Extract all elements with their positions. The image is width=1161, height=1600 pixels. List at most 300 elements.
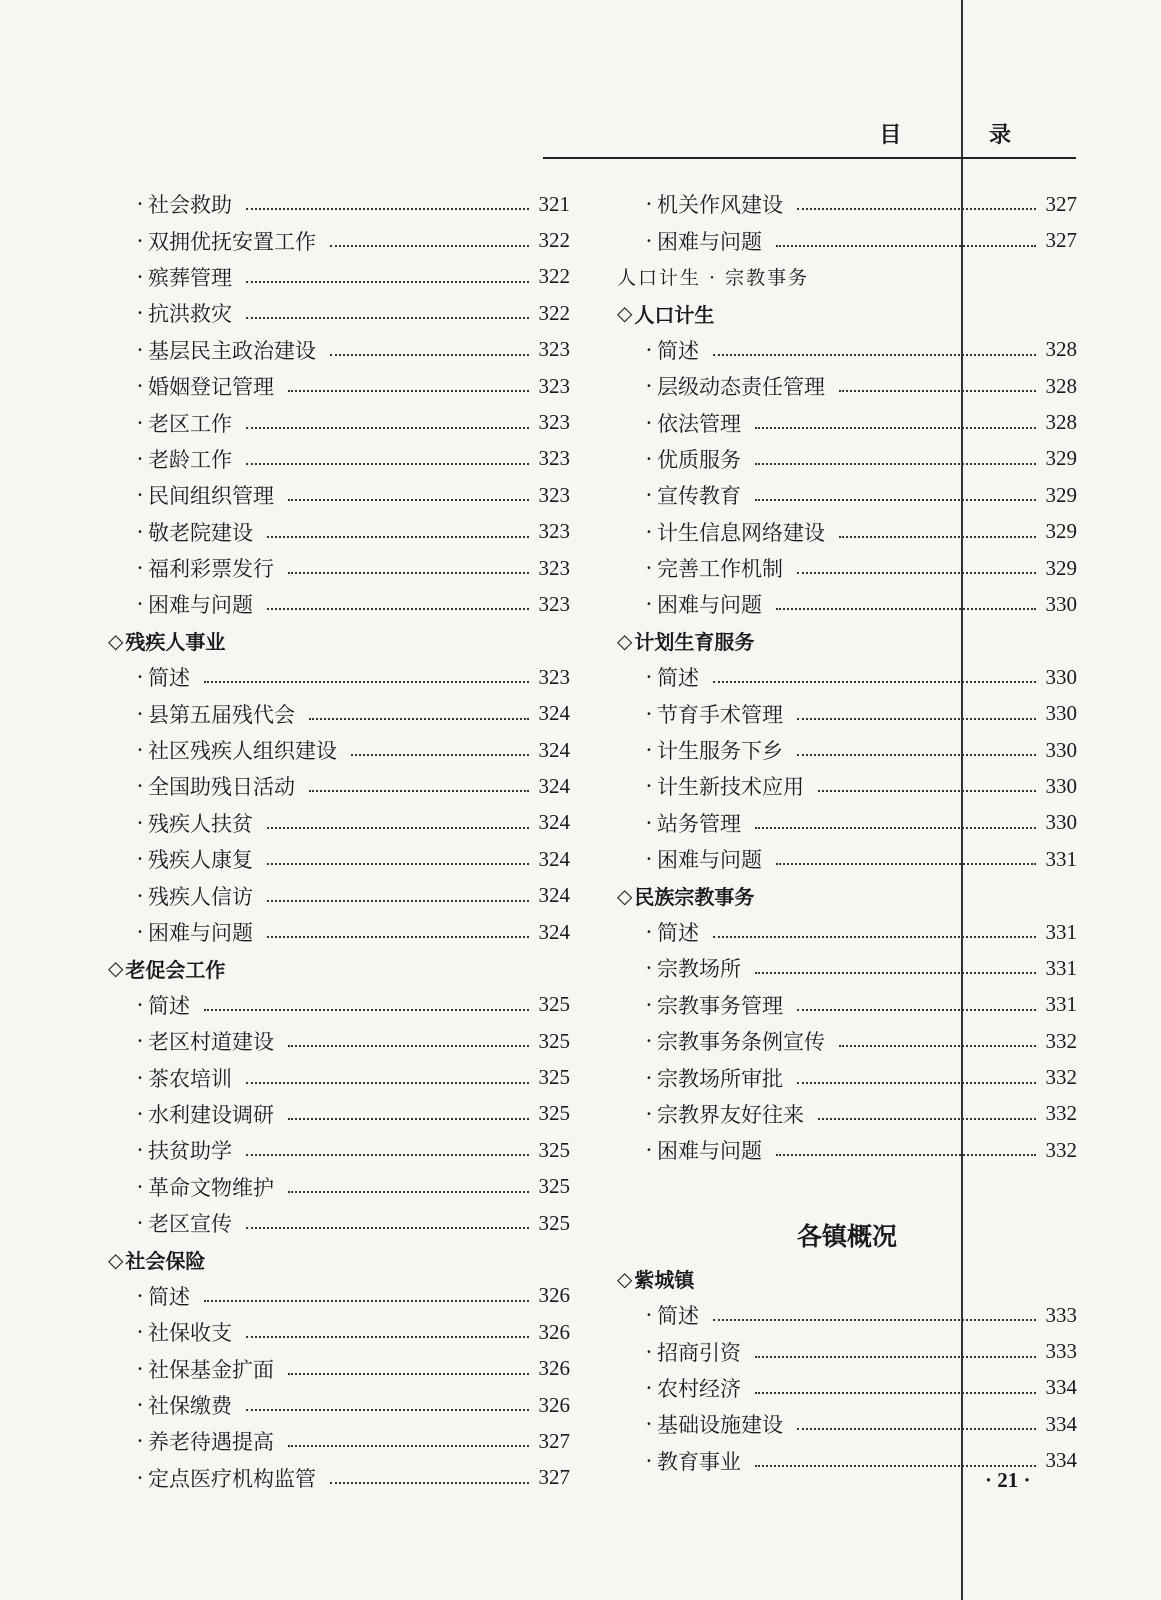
dot-leader (797, 1007, 1036, 1011)
toc-section-title: 紫城镇 (634, 1268, 695, 1293)
toc-entry[interactable] (108, 659, 570, 695)
bullet-dot-icon: · (136, 1029, 144, 1054)
toc-entry-page: 323 (538, 664, 570, 689)
toc-entry[interactable] (108, 477, 570, 513)
toc-spacer (617, 1169, 1077, 1209)
dot-leader (797, 1426, 1036, 1430)
toc-entry-title: 老区村道建设 (148, 1030, 274, 1055)
toc-entry[interactable] (617, 1096, 1077, 1132)
toc-entry[interactable] (108, 1423, 570, 1459)
bullet-dot-icon: · (136, 1356, 144, 1381)
bullet-dot-icon: · (136, 1065, 144, 1090)
toc-entry[interactable] (617, 1132, 1077, 1168)
dot-leader (267, 606, 529, 610)
toc-section-heading[interactable] (617, 623, 1077, 659)
bullet-dot-icon: · (645, 992, 653, 1017)
toc-entry-title: 简述 (148, 993, 190, 1018)
toc-entry-title: 宗教场所 (657, 957, 741, 982)
toc-entry-page: 324 (538, 846, 570, 871)
toc-entry-page: 325 (538, 992, 570, 1017)
toc-entry[interactable] (617, 368, 1077, 404)
toc-entry-title: 抗洪救灾 (148, 302, 232, 327)
toc-entry-title: 殡葬管理 (148, 265, 232, 290)
toc-entry[interactable] (108, 441, 570, 477)
toc-entry-page: 331 (1045, 846, 1077, 871)
dot-leader (288, 1043, 529, 1047)
toc-entry[interactable] (108, 332, 570, 368)
bullet-dot-icon: · (645, 1065, 653, 1090)
dot-leader (288, 497, 529, 501)
toc-entry-page: 334 (1045, 1411, 1077, 1436)
bullet-dot-icon: · (645, 1303, 653, 1328)
toc-entry[interactable] (617, 1023, 1077, 1059)
toc-section-heading[interactable] (617, 295, 1077, 331)
dot-leader (755, 970, 1036, 974)
bullet-dot-icon: · (645, 592, 653, 617)
bullet-dot-icon: · (136, 883, 144, 908)
bullet-dot-icon: · (645, 556, 653, 581)
toc-entry-title: 定点医疗机构监管 (148, 1466, 316, 1491)
bullet-dot-icon: · (136, 1393, 144, 1418)
toc-entry-page: 327 (538, 1465, 570, 1490)
bullet-dot-icon: · (136, 1174, 144, 1199)
toc-entry[interactable] (108, 768, 570, 804)
bullet-dot-icon: · (645, 1412, 653, 1437)
toc-entry-page: 331 (1045, 992, 1077, 1017)
toc-entry-title: 扶贫助学 (148, 1139, 232, 1164)
toc-entry[interactable] (617, 586, 1077, 622)
bullet-dot-icon: · (645, 920, 653, 944)
toc-entry-page: 330 (1045, 591, 1077, 616)
bullet-dot-icon: · (645, 701, 653, 726)
toc-entry-page: 324 (538, 883, 570, 908)
dot-leader (288, 1371, 529, 1375)
toc-entry-title: 困难与问题 (148, 921, 253, 945)
toc-entry-page: 334 (1045, 1375, 1077, 1400)
toc-entry-title: 简述 (657, 1304, 699, 1329)
dot-leader (246, 206, 529, 210)
dot-leader (839, 1043, 1036, 1047)
diamond-icon: ◇ (617, 301, 633, 326)
dot-leader (267, 898, 529, 902)
page-number: · 21 · (985, 1468, 1031, 1492)
bullet-dot-icon: · (645, 519, 653, 544)
dot-leader (204, 679, 529, 683)
toc-entry-title: 简述 (657, 666, 699, 691)
toc-entry[interactable] (617, 1406, 1077, 1442)
dot-leader (755, 461, 1036, 465)
toc-entry-page: 325 (538, 1174, 570, 1199)
toc-entry-page: 330 (1045, 810, 1077, 835)
toc-entry-title: 计生服务下乡 (657, 739, 783, 764)
bullet-dot-icon: · (136, 665, 144, 690)
toc-section-title: 社会保险 (125, 1249, 206, 1274)
toc-entry-page: 333 (1045, 1339, 1077, 1364)
toc-entry[interactable] (108, 1387, 570, 1423)
toc-entry-page: 324 (538, 773, 570, 798)
toc-entry-page: 329 (1045, 519, 1077, 544)
toc-entry[interactable] (617, 987, 1077, 1023)
dot-leader (330, 243, 529, 247)
toc-entry-page: 326 (538, 1283, 570, 1308)
bullet-dot-icon: · (645, 446, 653, 471)
toc-part-heading (617, 1209, 1077, 1261)
toc-entry-title: 婚姻登记管理 (148, 375, 274, 400)
toc-entry-page: 324 (538, 737, 570, 762)
dot-leader (267, 534, 529, 538)
toc-entry-page: 332 (1045, 1137, 1077, 1162)
toc-entry[interactable] (108, 186, 570, 222)
toc-section-title: 民族宗教事务 (634, 885, 755, 910)
toc-entry[interactable] (617, 914, 1077, 950)
toc-entry-page: 332 (1045, 1101, 1077, 1126)
toc-entry[interactable] (617, 768, 1077, 804)
dot-leader (246, 279, 529, 283)
bullet-dot-icon: · (645, 1339, 653, 1364)
toc-entry[interactable] (617, 1059, 1077, 1095)
toc-entry-title: 简述 (657, 921, 699, 945)
dot-leader (330, 1480, 529, 1484)
toc-entry-title: 宣传教育 (657, 484, 741, 509)
toc-entry-page: 330 (1045, 737, 1077, 762)
bullet-dot-icon: · (645, 665, 653, 690)
toc-category-heading (617, 259, 1077, 295)
dot-leader (267, 934, 529, 938)
toc-entry[interactable] (617, 441, 1077, 477)
toc-entry[interactable] (108, 732, 570, 768)
dot-leader (713, 1317, 1036, 1321)
bullet-dot-icon: · (136, 446, 144, 471)
toc-entry[interactable] (617, 950, 1077, 986)
dot-leader (797, 1080, 1036, 1084)
toc-entry-title: 残疾人信访 (148, 884, 253, 909)
diamond-icon: ◇ (108, 956, 124, 981)
toc-entry[interactable] (617, 732, 1077, 768)
toc-entry-page: 331 (1045, 919, 1077, 944)
dot-leader (776, 861, 1036, 865)
dot-leader (246, 1334, 529, 1338)
dot-leader (797, 570, 1036, 574)
toc-entry-title: 农村经济 (657, 1376, 741, 1401)
toc-entry[interactable] (617, 1333, 1077, 1369)
bullet-dot-icon: · (136, 228, 144, 253)
toc-entry-page: 328 (1045, 337, 1077, 362)
dot-leader (288, 388, 529, 392)
toc-entry-title: 养老待遇提高 (148, 1430, 274, 1455)
toc-entry[interactable] (617, 514, 1077, 550)
bullet-dot-icon: · (645, 1101, 653, 1126)
dot-leader (797, 716, 1036, 720)
dot-leader (204, 1007, 529, 1011)
dot-leader (713, 352, 1036, 356)
toc-entry-title: 老区工作 (148, 411, 232, 436)
dot-leader (839, 534, 1036, 538)
toc-entry-title: 民间组织管理 (148, 484, 274, 509)
toc-entry-page: 331 (1045, 955, 1077, 980)
dot-leader (288, 1189, 529, 1193)
toc-entry-title: 困难与问题 (657, 848, 762, 873)
toc-entry[interactable] (108, 987, 570, 1023)
toc-entry-page: 329 (1045, 555, 1077, 580)
toc-entry-page: 330 (1045, 701, 1077, 726)
toc-entry[interactable] (108, 805, 570, 841)
toc-entry-title: 福利彩票发行 (148, 557, 274, 582)
toc-entry[interactable] (617, 695, 1077, 731)
toc-entry-page: 333 (1045, 1302, 1077, 1327)
dot-leader (309, 716, 529, 720)
bullet-dot-icon: · (645, 956, 653, 981)
toc-entry-title: 双拥优抚安置工作 (148, 229, 316, 254)
toc-entry-title: 宗教场所审批 (657, 1066, 783, 1091)
toc-entry-page: 323 (538, 482, 570, 507)
toc-entry-page: 332 (1045, 1028, 1077, 1053)
toc-entry[interactable] (617, 332, 1077, 368)
toc-entry-title: 老龄工作 (148, 447, 232, 472)
dot-leader (246, 1407, 529, 1411)
toc-entry-title: 困难与问题 (657, 1139, 762, 1164)
dot-leader (776, 243, 1036, 247)
toc-entry-title: 计生信息网络建设 (657, 520, 825, 545)
toc-entry-title: 机关作风建设 (657, 193, 783, 218)
bullet-dot-icon: · (136, 992, 144, 1017)
toc-entry-title: 社保缴费 (148, 1394, 232, 1419)
toc-entry-page: 323 (538, 591, 570, 616)
toc-entry-title: 革命文物维护 (148, 1175, 274, 1200)
toc-section-title: 人口计生 (634, 302, 715, 327)
bullet-dot-icon: · (136, 192, 144, 217)
bullet-dot-icon: · (645, 228, 653, 253)
dot-leader (204, 1298, 529, 1302)
dot-leader (755, 825, 1036, 829)
bullet-dot-icon: · (136, 738, 144, 763)
toc-entry-title: 社保基金扩面 (148, 1357, 274, 1382)
toc-entry-page: 323 (538, 519, 570, 544)
toc-entry-page: 322 (538, 228, 570, 253)
toc-entry-page: 327 (1045, 228, 1077, 253)
toc-entry-title: 教育事业 (657, 1449, 741, 1474)
toc-entry[interactable] (108, 368, 570, 404)
toc-entry[interactable] (108, 1059, 570, 1095)
toc-left-column (108, 186, 570, 1496)
bullet-dot-icon: · (645, 337, 653, 362)
toc-entry[interactable] (108, 514, 570, 550)
diamond-icon: ◇ (617, 628, 633, 653)
toc-entry-title: 宗教事务条例宣传 (657, 1030, 825, 1055)
dot-leader (839, 388, 1036, 392)
toc-entry-title: 简述 (148, 666, 190, 691)
page-header-title: 目 录 (879, 123, 1051, 148)
dot-leader (288, 1443, 529, 1447)
toc-entry-title: 优质服务 (657, 447, 741, 472)
toc-entry[interactable] (617, 1297, 1077, 1333)
bullet-dot-icon: · (136, 1465, 144, 1490)
toc-entry-title: 水利建设调研 (148, 1102, 274, 1127)
bullet-dot-icon: · (136, 774, 144, 799)
bullet-dot-icon: · (645, 1029, 653, 1054)
bullet-dot-icon: · (136, 301, 144, 326)
toc-entry[interactable] (108, 914, 570, 950)
bullet-dot-icon: · (645, 483, 653, 508)
toc-entry[interactable] (108, 1278, 570, 1314)
toc-entry[interactable] (108, 1314, 570, 1350)
dot-leader (755, 497, 1036, 501)
toc-entry[interactable] (617, 404, 1077, 440)
bullet-dot-icon: · (136, 1283, 144, 1308)
bullet-dot-icon: · (136, 1429, 144, 1454)
dot-leader (267, 861, 529, 865)
dot-leader (755, 425, 1036, 429)
toc-entry[interactable] (108, 877, 570, 913)
toc-entry-page: 325 (538, 1101, 570, 1126)
toc-entry-title: 县第五届残代会 (148, 702, 295, 727)
toc-entry-page: 323 (538, 373, 570, 398)
toc-section-heading[interactable] (108, 950, 570, 986)
diamond-icon: ◇ (108, 1247, 124, 1272)
toc-entry-page: 323 (538, 337, 570, 362)
toc-entry[interactable] (108, 586, 570, 622)
toc-entry-title: 困难与问题 (657, 229, 762, 254)
toc-entry[interactable] (108, 1205, 570, 1241)
toc-entry-title: 宗教界友好往来 (657, 1102, 804, 1127)
toc-entry[interactable] (617, 186, 1077, 222)
dot-leader (713, 679, 1036, 683)
toc-entry-page: 322 (538, 300, 570, 325)
toc-entry[interactable] (108, 1132, 570, 1168)
toc-entry-title: 宗教事务管理 (657, 993, 783, 1018)
bullet-dot-icon: · (136, 519, 144, 544)
bullet-dot-icon: · (645, 810, 653, 835)
toc-entry-title: 计生新技术应用 (657, 775, 804, 800)
toc-entry[interactable] (617, 841, 1077, 877)
bullet-dot-icon: · (136, 847, 144, 872)
toc-entry-title: 社区残疾人组织建设 (148, 739, 337, 764)
bullet-dot-icon: · (136, 1211, 144, 1236)
diamond-icon: ◇ (617, 1266, 633, 1291)
bullet-dot-icon: · (136, 337, 144, 362)
toc-entry[interactable] (108, 1351, 570, 1387)
toc-entry[interactable] (617, 659, 1077, 695)
toc-entry[interactable] (108, 1023, 570, 1059)
toc-entry-page: 325 (538, 1065, 570, 1090)
toc-entry[interactable] (108, 259, 570, 295)
toc-entry[interactable] (108, 1169, 570, 1205)
toc-section-title: 计划生育服务 (634, 630, 755, 655)
toc-entry[interactable] (617, 1370, 1077, 1406)
toc-entry-page: 323 (538, 410, 570, 435)
toc-entry-page: 326 (538, 1392, 570, 1417)
toc-entry-page: 325 (538, 1028, 570, 1053)
bullet-dot-icon: · (645, 410, 653, 435)
dot-leader (818, 788, 1036, 792)
toc-section-title: 老促会工作 (125, 957, 226, 982)
toc-entry-title: 完善工作机制 (657, 557, 783, 582)
bullet-dot-icon: · (136, 1138, 144, 1163)
toc-entry[interactable] (617, 222, 1077, 258)
toc-right-column (617, 186, 1077, 1479)
toc-entry[interactable] (108, 841, 570, 877)
toc-entry-title: 敬老院建设 (148, 520, 253, 545)
toc-entry[interactable] (108, 1096, 570, 1132)
toc-entry[interactable] (617, 477, 1077, 513)
toc-entry-page: 323 (538, 446, 570, 471)
toc-entry-title: 基础设施建设 (657, 1413, 783, 1438)
bullet-dot-icon: · (136, 483, 144, 508)
toc-entry-title: 老区宣传 (148, 1212, 232, 1237)
toc-entry-title: 社保收支 (148, 1321, 232, 1346)
toc-entry-title: 困难与问题 (657, 593, 762, 618)
dot-leader (818, 1116, 1036, 1120)
toc-entry-page: 330 (1045, 664, 1077, 689)
bullet-dot-icon: · (645, 1448, 653, 1473)
bullet-dot-icon: · (645, 1138, 653, 1163)
toc-entry-page: 328 (1045, 373, 1077, 398)
toc-entry[interactable] (108, 222, 570, 258)
toc-entry[interactable] (617, 805, 1077, 841)
dot-leader (288, 570, 529, 574)
dot-leader (246, 425, 529, 429)
dot-leader (776, 606, 1036, 610)
dot-leader (351, 752, 529, 756)
header-rule (543, 157, 1076, 159)
dot-leader (309, 788, 529, 792)
toc-entry[interactable] (108, 295, 570, 331)
dot-leader (267, 825, 529, 829)
toc-entry-page: 327 (538, 1428, 570, 1453)
toc-entry-title: 节育手术管理 (657, 702, 783, 727)
dot-leader (288, 1116, 529, 1120)
dot-leader (330, 352, 529, 356)
dot-leader (246, 1080, 529, 1084)
dot-leader (713, 934, 1036, 938)
toc-section-heading[interactable] (108, 623, 570, 659)
toc-section-heading[interactable] (617, 1261, 1077, 1297)
toc-entry-title: 站务管理 (657, 811, 741, 836)
dot-leader (776, 1152, 1036, 1156)
bullet-dot-icon: · (136, 701, 144, 726)
toc-entry-page: 329 (1045, 446, 1077, 471)
dot-leader (755, 1463, 1036, 1467)
dot-leader (246, 1225, 529, 1229)
bullet-dot-icon: · (645, 774, 653, 799)
toc-entry-title: 简述 (657, 338, 699, 363)
dot-leader (246, 315, 529, 319)
bullet-dot-icon: · (136, 920, 144, 944)
toc-entry-title: 困难与问题 (148, 593, 253, 618)
bullet-dot-icon: · (136, 264, 144, 289)
toc-entry-page: 325 (538, 1210, 570, 1235)
toc-entry[interactable] (108, 404, 570, 440)
toc-entry-title: 社会救助 (148, 193, 232, 218)
toc-entry-title: 全国助残日活动 (148, 775, 295, 800)
dot-leader (755, 1354, 1036, 1358)
toc-entry-page: 325 (538, 1137, 570, 1162)
toc-entry-page: 328 (1045, 410, 1077, 435)
toc-entry-page: 332 (1045, 1065, 1077, 1090)
toc-entry[interactable] (108, 1460, 570, 1496)
toc-section-heading[interactable] (617, 877, 1077, 913)
bullet-dot-icon: · (136, 374, 144, 399)
toc-entry[interactable] (108, 550, 570, 586)
bullet-dot-icon: · (136, 1101, 144, 1126)
toc-entry[interactable] (108, 695, 570, 731)
dot-leader (246, 461, 529, 465)
bullet-dot-icon: · (645, 374, 653, 399)
toc-entry[interactable] (617, 550, 1077, 586)
dot-leader (246, 1152, 529, 1156)
toc-section-heading[interactable] (108, 1241, 570, 1277)
toc-section-title: 残疾人事业 (125, 630, 226, 655)
toc-entry-title: 残疾人康复 (148, 848, 253, 873)
